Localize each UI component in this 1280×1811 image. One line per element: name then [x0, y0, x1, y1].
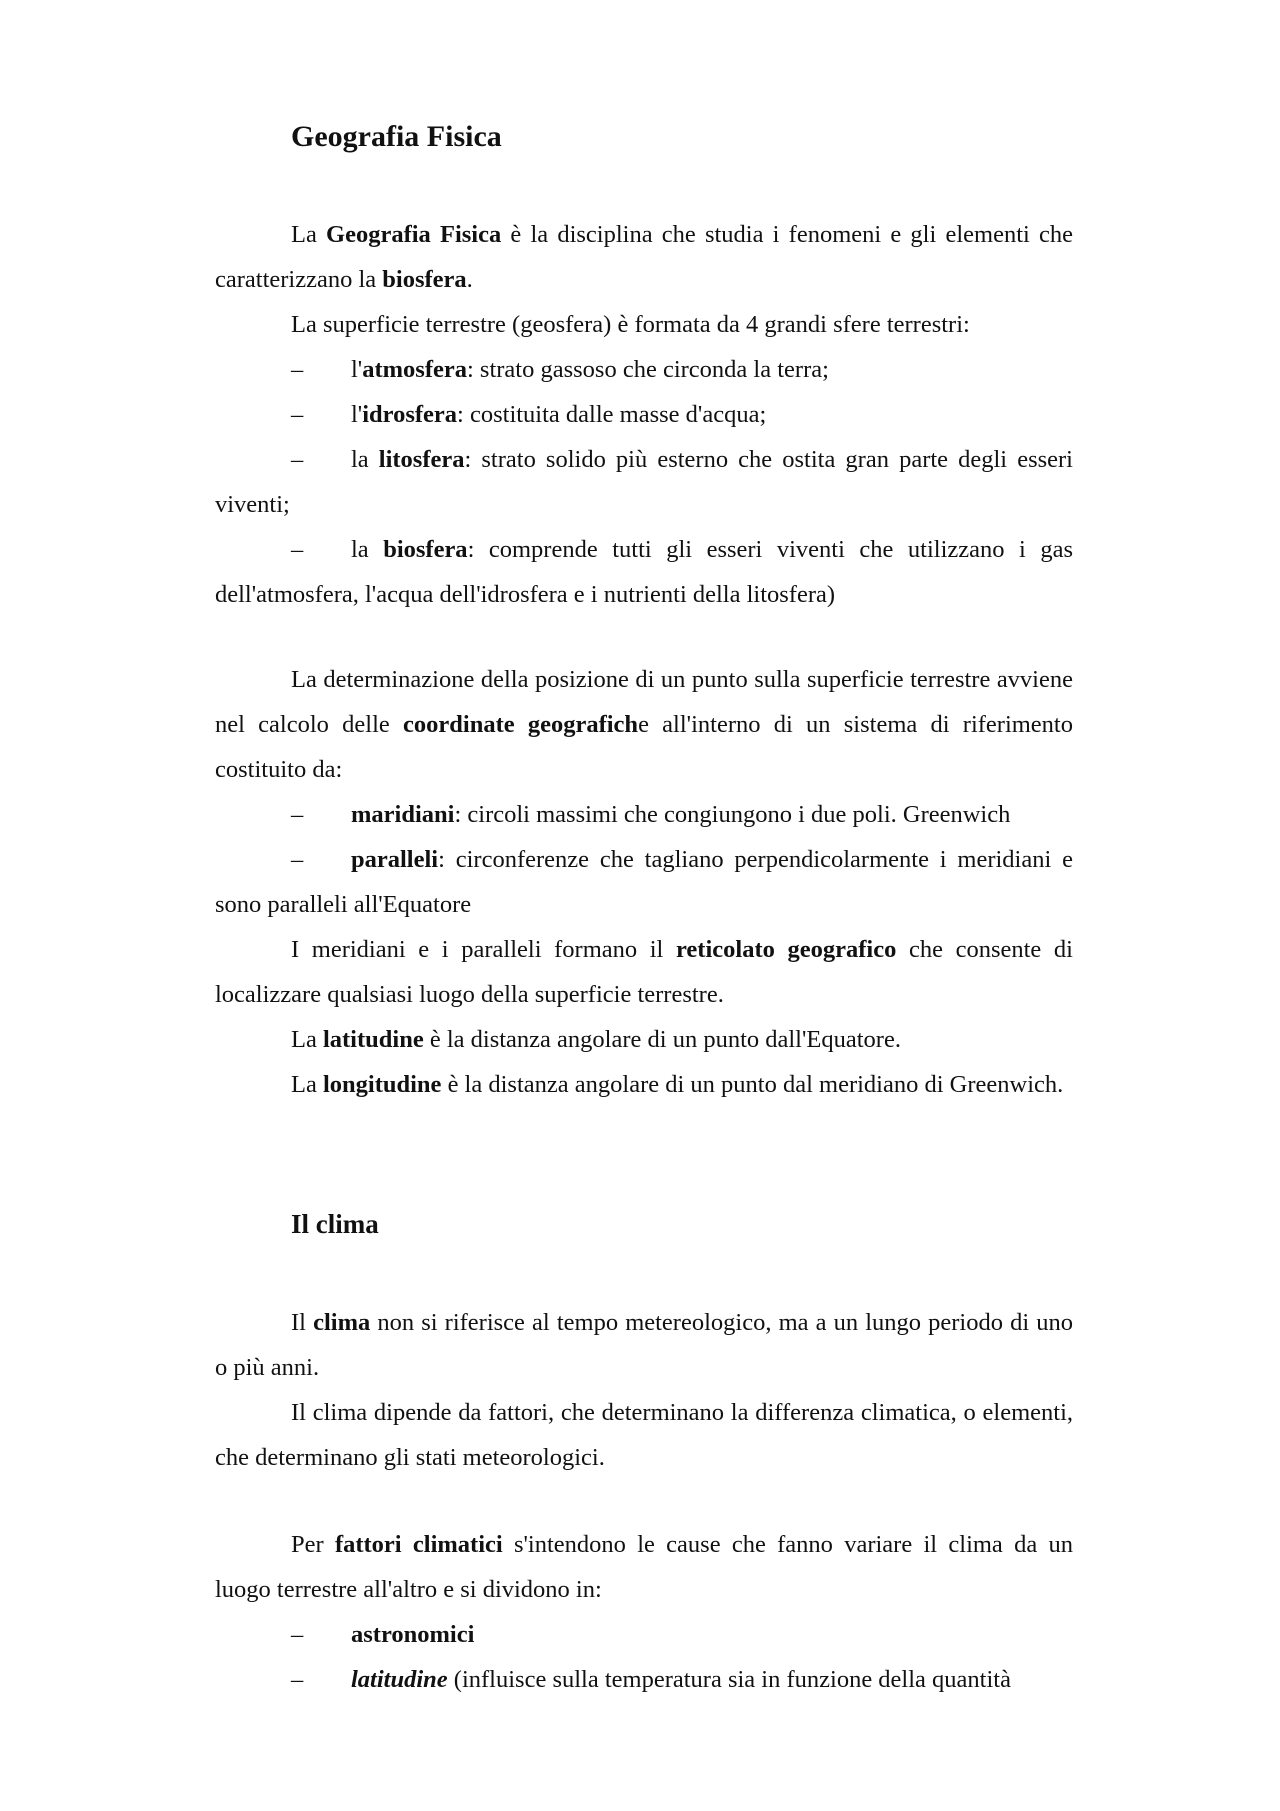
list-item-atmosfera: – l'atmosfera: strato gassoso che circonda la terra;	[215, 347, 1073, 392]
section-title-clima: Il clima	[291, 1209, 379, 1239]
dash-marker: –	[291, 536, 304, 563]
dash-marker: –	[291, 1621, 304, 1648]
section-fattori	[215, 1522, 1073, 1702]
section-clima	[215, 1300, 1073, 1480]
list-item-paralleli: – paralleli: circonferenze che tagliano perpendicolarmente i meridiani e sono paralleli all'Equatore	[215, 837, 1073, 927]
dash-marker: –	[291, 401, 304, 428]
dash-marker: –	[291, 356, 304, 383]
paragraph-reticolato: I meridiani e i paralleli formano il reticolato geografico che consente di localizzare qualsiasi luogo della superficie terrestre.	[215, 936, 1073, 1008]
paragraph-clima-fattori: Il clima dipende da fattori, che determinano la differenza climatica, o elementi, che determinano gli stati meteorologici.	[215, 1399, 1073, 1471]
paragraph-longitudine: La longitudine è la distanza angolare di un punto dal meridiano di Greenwich.	[291, 1071, 1064, 1098]
paragraph-coordinate: La determinazione della posizione di un punto sulla superficie terrestre avviene nel calcolo delle coordinate geografiche all'interno di un sistema di riferimento costituito da:	[215, 666, 1073, 783]
dash-marker: –	[291, 1666, 304, 1693]
paragraph-clima-def: Il clima non si riferisce al tempo metereologico, ma a un lungo periodo di uno o più anni.	[215, 1309, 1074, 1381]
paragraph-latitudine: La latitudine è la distanza angolare di un punto dall'Equatore.	[291, 1026, 901, 1053]
section-coordinate	[215, 657, 1073, 1107]
dash-marker: –	[291, 446, 304, 473]
dash-marker: –	[291, 801, 304, 828]
paragraph-fattori-climatici: Per fattori climatici s'intendono le cause che fanno variare il clima da un luogo terrestre all'altro e si dividono in:	[215, 1531, 1074, 1603]
list-item-biosfera: – la biosfera: comprende tutti gli esseri viventi che utilizzano i gas dell'atmosfera, l'acqua dell'idrosfera e i nutrienti della litosfera)	[215, 527, 1073, 617]
paragraph-intro: La Geografia Fisica è la disciplina che studia i fenomeni e gli elementi che caratterizzano la biosfera.	[215, 221, 1073, 293]
list-item-litosfera: – la litosfera: strato solido più esterno che ostita gran parte degli esseri viventi;	[215, 437, 1073, 527]
dash-marker: –	[291, 846, 304, 873]
list-item-maridiani: – maridiani: circoli massimi che congiungono i due poli. Greenwich	[215, 792, 1073, 837]
section-geosfera	[215, 212, 1073, 617]
page-title: Geografia Fisica	[291, 120, 502, 153]
paragraph-geosfera: La superficie terrestre (geosfera) è formata da 4 grandi sfere terrestri:	[291, 311, 970, 338]
list-item-latitudine: – latitudine (influisce sulla temperatura sia in funzione della quantità	[215, 1657, 1073, 1702]
list-item-idrosfera: – l'idrosfera: costituita dalle masse d'acqua;	[215, 392, 1073, 437]
list-item-astronomici: – astronomici	[215, 1612, 1073, 1657]
